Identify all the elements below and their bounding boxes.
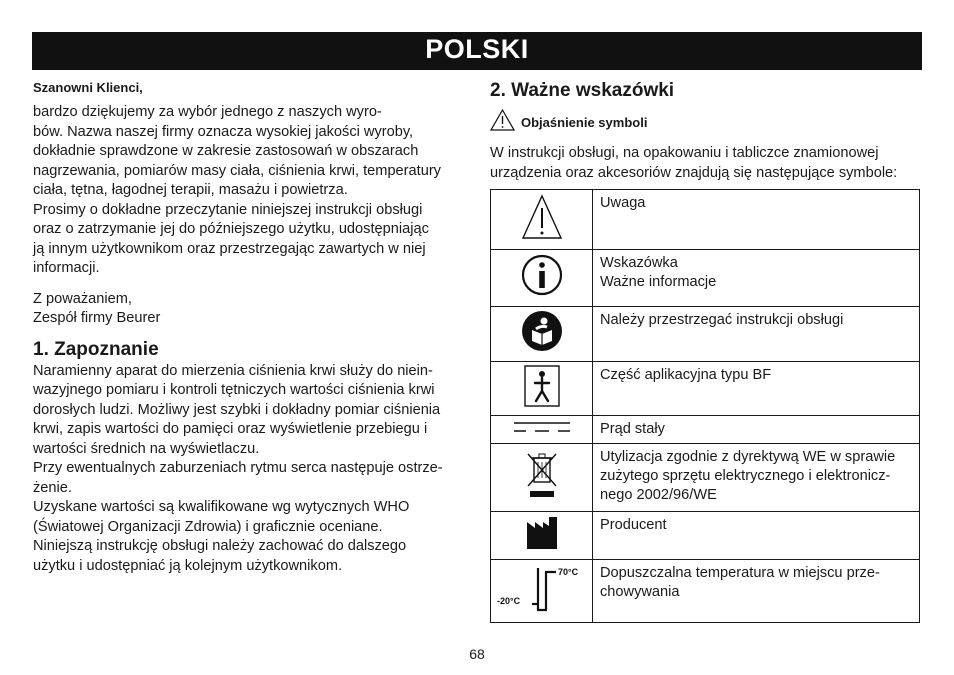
page-number: 68 — [469, 646, 485, 662]
section-1-title: 1. Zapoznanie — [33, 338, 159, 360]
language-header-bar — [32, 32, 922, 70]
greeting: Szanowni Klienci, — [33, 80, 143, 95]
temp-max-label: 70°C — [557, 567, 578, 577]
symbol-description: Wskazówka Ważne informacje — [593, 250, 920, 307]
right-column — [490, 79, 922, 183]
symbol-description: Producent — [593, 512, 920, 560]
table-row — [491, 416, 920, 444]
symbol-description: Prąd stały — [593, 416, 920, 444]
symbol-description: Część aplikacyjna typu BF — [593, 362, 920, 416]
symbol-description: Należy przestrzegać instrukcji obsługi — [593, 307, 920, 362]
symbols-subheading — [490, 109, 922, 136]
symbols-heading: Objaśnienie symboli — [521, 114, 648, 130]
section-2-title: 2. Ważne wskazówki — [490, 80, 675, 101]
weee-bin-icon — [491, 444, 593, 512]
symbols-table — [490, 189, 920, 623]
type-bf-icon — [491, 362, 593, 416]
read-manual-icon — [491, 307, 593, 362]
warning-triangle-icon — [491, 190, 593, 250]
table-row — [491, 512, 920, 560]
table-row — [491, 444, 920, 512]
symbol-description: Uwaga — [593, 190, 920, 250]
temp-min-label: -20°C — [496, 596, 520, 606]
left-column — [33, 79, 469, 576]
temperature-limit-icon — [491, 560, 593, 623]
table-row — [491, 362, 920, 416]
table-row — [491, 250, 920, 307]
section-1-text: Naramienny aparat do mierzenia ciśnienia krwi służy do niein- wazyjnego pomiaru i kontroli tętniczych wartości ciśnienia krwi dorosłych ludzi. Możliwy jest szybki i dokładny pomiar ciśnienia krwi, zapis wartości do pamięci oraz wyświetlenie przebiegu i wartości średnich na wyświetlaczu. Przy ewentualnych zaburzeniach rytmu serca następuje ostrze- żenie. Uzyskane wartości są kwalifikowane wg wytycznych WHO (Światowej Organizacji Zdrowia) i graficznie oceniane. Niniejszą instrukcję obsługi należy zachować do dalszego użytku i udostępniać ją kolejnym użytkownikom. — [33, 362, 443, 574]
symbol-description: Utylizacja zgodnie z dyrektywą WE w sprawie zużytego sprzętu elektrycznego i elektronicz- nego 2002/96/WE — [593, 444, 920, 512]
symbols-intro: W instrukcji obsługi, na opakowaniu i tabliczce znamionowej urządzenia oraz akcesoriów znajdują się następujące symbole: — [490, 145, 898, 181]
table-row — [491, 190, 920, 250]
table-row — [491, 307, 920, 362]
warning-triangle-icon — [490, 109, 515, 136]
manufacturer-icon — [491, 512, 593, 560]
symbol-description: Dopuszczalna temperatura w miejscu prze- chowywania — [593, 560, 920, 623]
table-row — [491, 560, 920, 623]
intro-paragraph: bardzo dziękujemy za wybór jednego z naszych wyro- bów. Nazwa naszej firmy oznacza wysokiej jakości wyroby, dokładnie sprawdzone w zakresie zastosowań w obszarach nagrzewania, pomiarów masy ciała, ciśnienia krwi, temperatury ciała, tętna, łagodnej terapii, masażu i powietrza. Prosimy o dokładne przeczytanie niniejszej instrukcji obsługi oraz o zatrzymanie jej do późniejszego użytku, udostępniając ją innym użytkownikom oraz przestrzegając zawartych w niej informacji. — [33, 104, 441, 276]
language-title: POLSKI — [425, 34, 529, 64]
info-icon — [491, 250, 593, 307]
closing-signature: Z poważaniem, Zespół firmy Beurer — [33, 290, 161, 326]
direct-current-icon — [491, 416, 593, 444]
